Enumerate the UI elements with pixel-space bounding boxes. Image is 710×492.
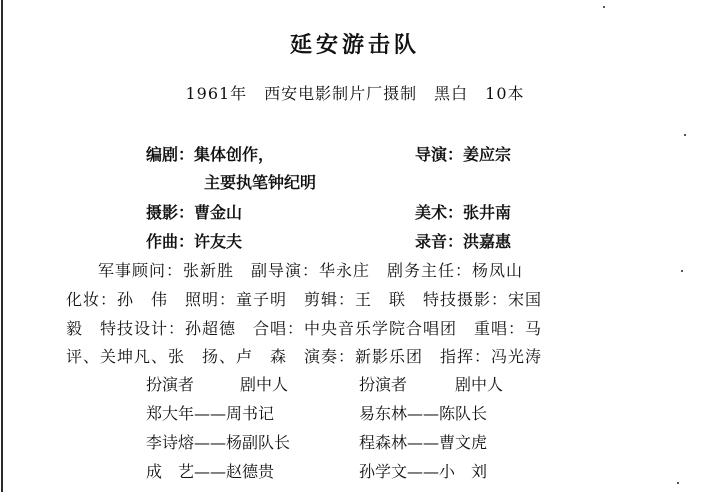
crew-line: 军事顾问：张新胜 副导演：华永庄 剧务主任：杨凤山 (98, 261, 524, 280)
cast-header-actor: 扮演者 (359, 375, 408, 394)
credit-screenwriter (146, 142, 274, 165)
cast-header-role: 剧中人 (455, 375, 504, 394)
film-info: 1961年 西安电影制片厂摄制 黑白 10本 (185, 84, 525, 103)
credit-music (146, 229, 242, 252)
credit-label: 录音： (415, 232, 464, 251)
credit-label: 导演： (415, 145, 464, 164)
credit-director (415, 142, 511, 165)
credit-screenwriter-cont (204, 170, 316, 193)
credit-label: 摄影： (146, 203, 195, 222)
credit-art (415, 200, 511, 223)
film-title: 延安游击队 (289, 32, 420, 58)
credit-label: 作曲： (146, 232, 195, 251)
scan-speck (684, 134, 686, 136)
scan-speck (681, 270, 683, 272)
credit-value: 洪嘉惠 (463, 232, 512, 251)
credit-label: 美术： (415, 203, 464, 222)
page-left-border (1, 0, 3, 492)
credit-sound (415, 229, 511, 252)
cast-entry: 李诗熔——杨副队长 (146, 433, 291, 452)
credit-value: 曹金山 (194, 203, 243, 222)
credit-label: 编剧： (146, 145, 195, 164)
scan-speck (677, 482, 679, 484)
crew-line: 毅 特技设计：孙超德 合唱：中央音乐学院合唱团 重唱：马 (66, 319, 543, 338)
cast-entry: 郑大年——周书记 (146, 404, 275, 423)
credit-value: 姜应宗 (463, 145, 512, 164)
cast-entry: 成 艺——赵德贵 (146, 462, 275, 481)
cast-entry: 孙学文——小 刘 (359, 462, 488, 481)
credit-value: 集体创作， (194, 145, 275, 164)
credit-value: 主要执笔钟纪明 (204, 173, 317, 192)
crew-line: 化妆：孙 伟 照明：童子明 剪辑：王 联 特技摄影：宋国 (66, 290, 543, 309)
cast-header-actor: 扮演者 (146, 375, 195, 394)
credit-camera (146, 200, 242, 223)
cast-entry: 程森林——曹文虎 (359, 433, 488, 452)
cast-header-role: 剧中人 (240, 375, 289, 394)
scan-speck (603, 6, 605, 8)
credit-value: 许友夫 (194, 232, 243, 251)
crew-line: 评、关坤凡、张 扬、卢 森 演奏：新影乐团 指挥：冯光涛 (66, 347, 543, 366)
cast-entry: 易东林——陈队长 (359, 404, 488, 423)
credit-value: 张井南 (463, 203, 512, 222)
